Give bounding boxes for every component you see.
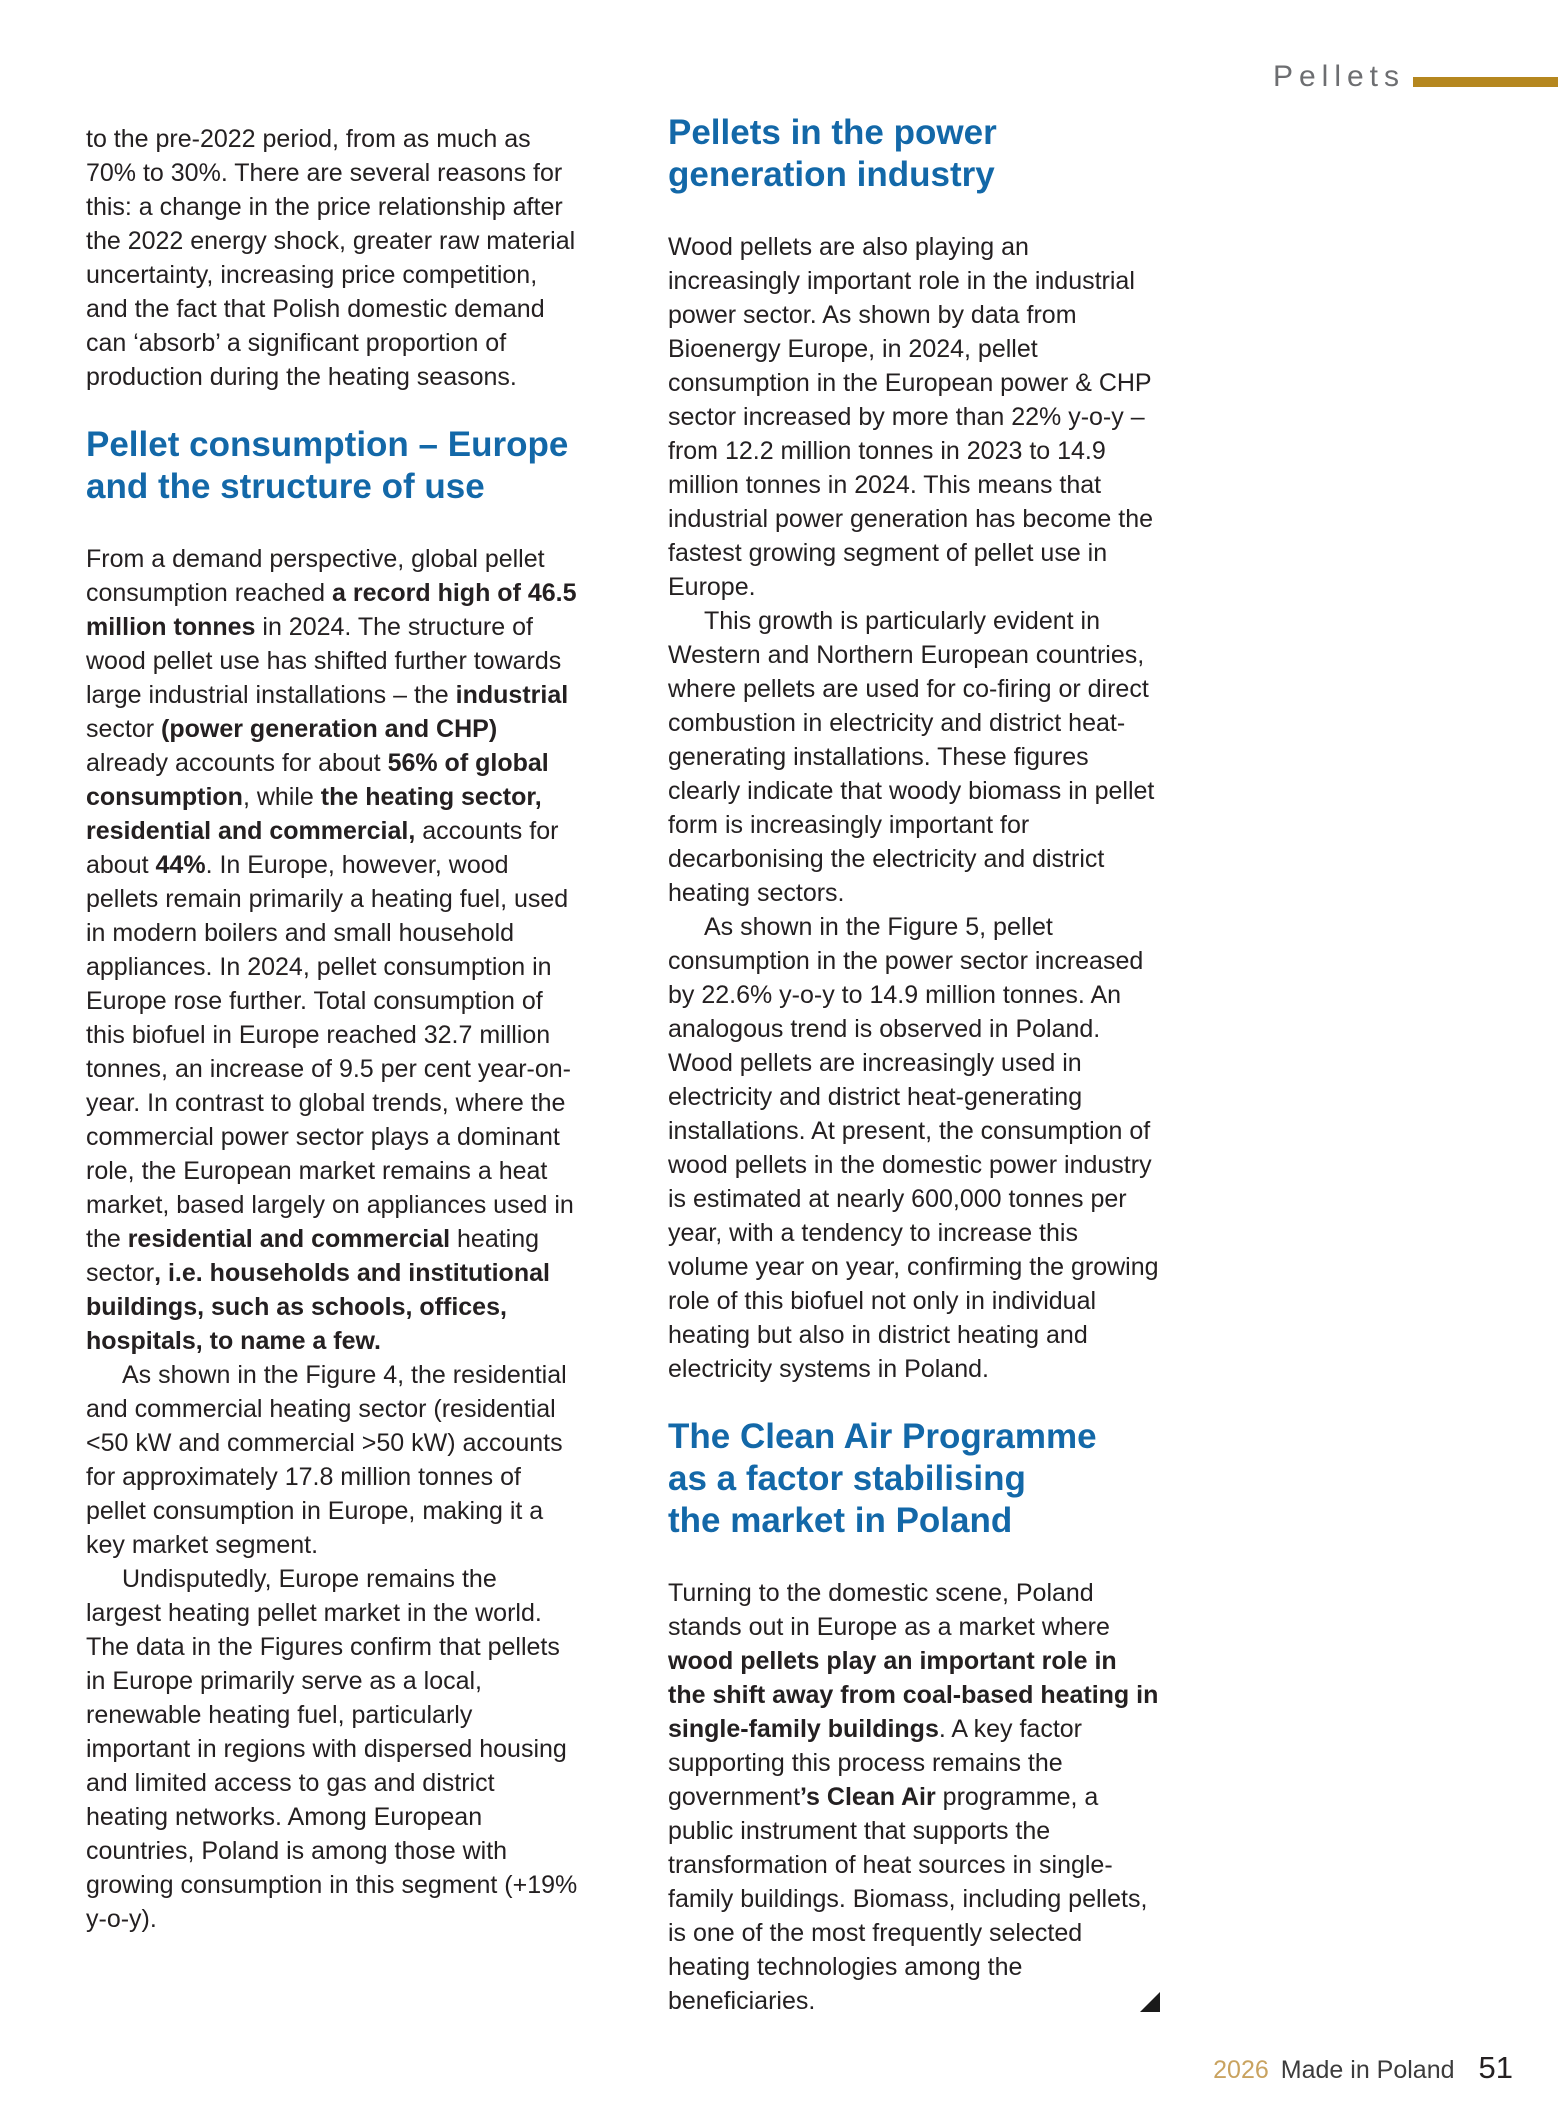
paragraph-europe-market: Undisputedly, Europe remains the largest heating pellet market in the world. The data in the Figures confirm that pellets in Europe primarily serve as a local, renewable heating fuel, particularly important in regions with dispersed housing and limited access to gas and district heating networks. Among European countries, Poland is among those with growing consumption in this segment (+19% y-o-y).: [86, 1565, 578, 1933]
section-label: Pellets: [1272, 60, 1405, 93]
paragraph-power-sector: Wood pellets are also playing an increasingly important role in the industrial power sector. As shown by data from Bioenergy Europe, in 2024, pellet consumption in the European power & CHP sector increased by more than 22% y-o-y – from 12.2 million tonnes in 2023 to 14.9 million tonnes in 2024. This means that industrial power generation has become the fastest growing segment of pellet use in Europe.: [668, 233, 1154, 601]
end-of-article-icon: [1140, 1992, 1160, 2012]
paragraph-western-northern: This growth is particularly evident in Western and Northern European countries, where pellets are used for co-firing or direct combustion in electricity and district heat-generating installations. These figures clearly indicate that woody biomass in pellet form is increasingly important for decarbonising the electricity and district heating sectors.: [668, 607, 1155, 907]
heading-clean-air: The Clean Air Programme as a factor stabilising the market in Poland: [668, 1417, 1097, 1540]
paragraph-figure5: As shown in the Figure 5, pellet consumption in the power sector increased by 22.6% y-o-y to 14.9 million tonnes. An analogous trend is observed in Poland. Wood pellets are increasingly used in electricity and district heat-generating installations. At present, the consumption of wood pellets in the domestic power industry is estimated at nearly 600,000 tonnes per year, with a tendency to increase this volume year on year, confirming the growing role of this biofuel not only in individual heating but also in district heating and electricity systems in Poland.: [668, 913, 1159, 1383]
left-column: [86, 122, 578, 1936]
paragraph-clean-air: Turning to the domestic scene, Poland stands out in Europe as a market where wood pellets play an important role in the shift away from coal-based heating in single-family buildings. A key factor supporting this process remains the government’s Clean Air programme, a public instrument that supports the transformation of heat sources in single-family buildings. Biomass, including pellets, is one of the most frequently selected heating technologies among the beneficiaries.: [668, 1579, 1159, 2015]
footer-year: 2026: [1213, 2056, 1269, 2084]
paragraph-figure4: As shown in the Figure 4, the residential and commercial heating sector (residential <50 kW and commercial >50 kW) accounts for approximately 17.8 million tonnes of pellet consumption in Europe, making it a key market segment.: [86, 1361, 567, 1559]
footer-publication: Made in Poland: [1280, 2056, 1455, 2084]
page-footer: [1213, 2050, 1513, 2086]
footer-page-number: 51: [1478, 2050, 1513, 2085]
right-column: [668, 112, 1160, 2018]
paragraph-consumption-structure: From a demand perspective, global pellet consumption reached a record high of 46.5 million tonnes in 2024. The structure of wood pellet use has shifted further towards large industrial installations – the industrial sector (power generation and CHP) already accounts for about 56% of global consumption, while the heating sector, residential and commercial, accounts for about 44%. In Europe, however, wood pellets remain primarily a heating fuel, used in modern boilers and small household appliances. In 2024, pellet consumption in Europe rose further. Total consumption of this biofuel in Europe reached 32.7 million tonnes, an increase of 9.5 per cent year-on-year. In contrast to global trends, where the commercial power sector plays a dominant role, the European market remains a heat market, based largely on appliances used in the residential and commercial heating sector, i.e. households and institutional buildings, such as schools, offices, hospitals, to name a few.: [86, 545, 577, 1355]
paragraph-intro: to the pre-2022 period, from as much as 70% to 30%. There are several reasons for this: a change in the price relationship after the 2022 energy shock, greater raw material uncertainty, increasing price competition, and the fact that Polish domestic demand can ‘absorb’ a significant proportion of production during the heating seasons.: [86, 125, 576, 391]
page-header: [1273, 60, 1558, 94]
heading-power-generation: Pellets in the power generation industry: [668, 113, 997, 194]
gold-rule: [1413, 77, 1558, 87]
heading-pellet-consumption: Pellet consumption – Europe and the structure of use: [86, 425, 569, 506]
